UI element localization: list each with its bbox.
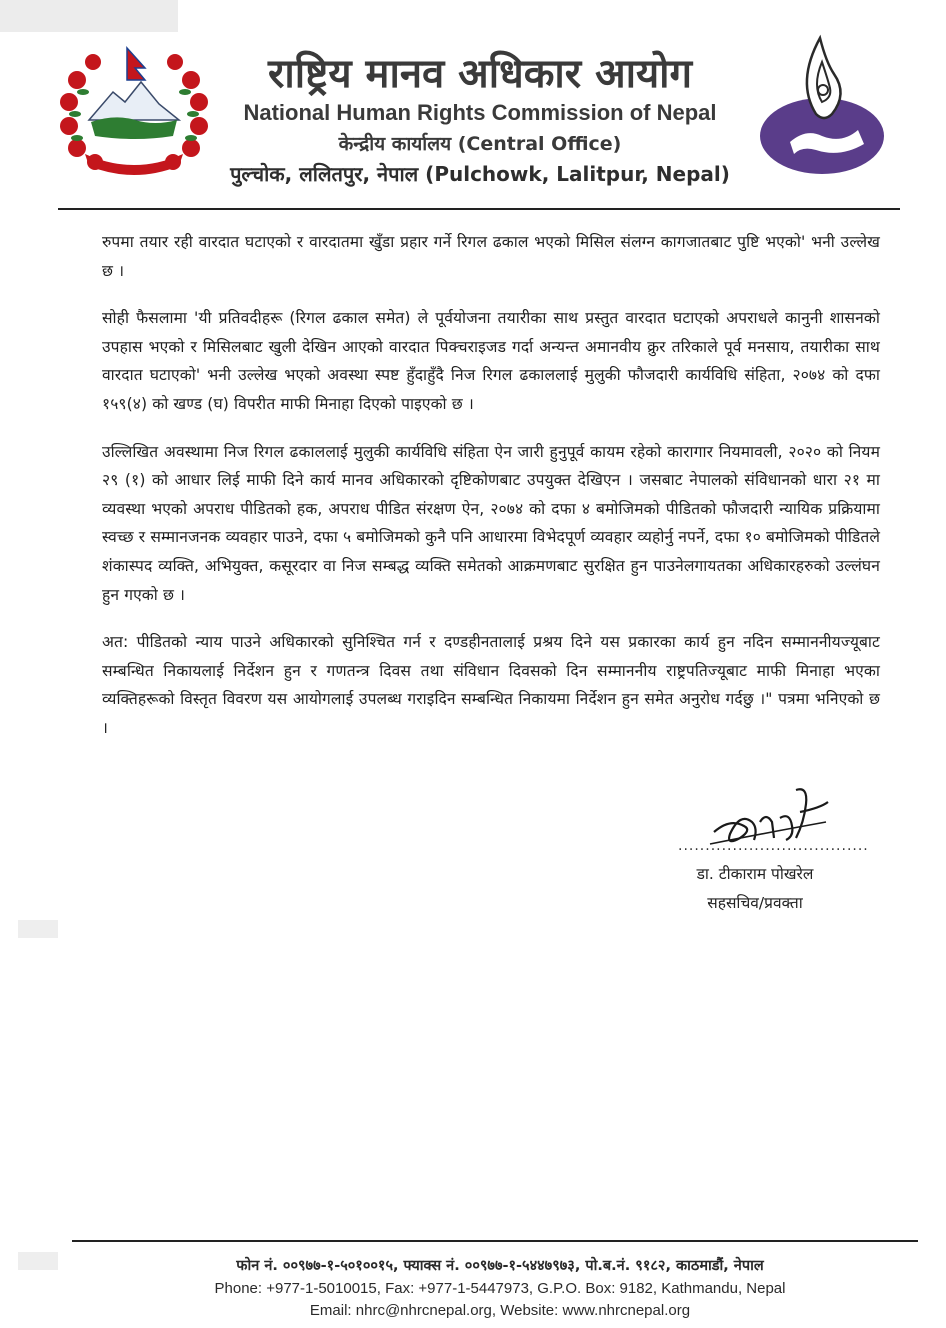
letter-body: [102, 228, 880, 762]
scan-artifact: [18, 920, 58, 938]
scan-artifact: [0, 0, 178, 32]
org-address: पुल्चोक, ललितपुर, नेपाल (Pulchowk, Lalitpur, Nepal): [230, 162, 730, 186]
body-paragraph: सोही फैसलामा 'यी प्रतिवदीहरू (रिगल ढकाल समेत) ले पूर्वयोजना तयारीका साथ प्रस्तुत वारदात घटाएको अपराधले कानुनी शासनको उपहास भएको र मिसिलबाट खुली देखिन आएको वारदात पिक्चराइजड गर्दा अन्यन्त अमानवीय क्रुर तरिकाले पूर्व मनसाय, तयारीका साथ वारदात घटाएको' भनी उल्लेख भएको अवस्था स्पष्ट हुँदाहुँदै निज रिगल ढकाललाई मुलुकी फौजदारी कार्यविधि संहिता, २०७४ को दफा १५९(४) को खण्ड (घ) विपरीत माफी मिनाहा दिएको पाइएको छ ।: [102, 309, 880, 413]
signatory-name: डा. टीकाराम पोखरेल: [696, 865, 814, 883]
body-paragraph: रुपमा तयार रही वारदात घटाएको र वारदातमा खुँडा प्रहार गर्ने रिगल ढकाल भएको मिसिल संलग्न कागजातबाट पुष्टि भएको' भनी उल्लेख छ ।: [102, 233, 880, 280]
office-name: केन्द्रीय कार्यालय (Central Office): [338, 133, 622, 155]
nhrc-logo-icon: [756, 32, 888, 182]
footer-contact-english: Phone: +977-1-5010015, Fax: +977-1-5447973, G.P.O. Box: 9182, Kathmandu, Nepal: [214, 1280, 786, 1297]
signature-line: ...................................: [678, 838, 869, 854]
scan-artifact: [18, 1252, 58, 1270]
header-divider: [58, 208, 900, 210]
footer-contact-nepali: फोन नं. ००९७७-१-५०१००१५, फ्याक्स नं. ००९७७-१-५४४७९७३, पो.ब.नं. ९१८२, काठमाडौं, नेपाल: [236, 1258, 764, 1274]
body-paragraph: उल्लिखित अवस्थामा निज रिगल ढकाललाई मुलुकी कार्यविधि संहिता ऐन जारी हुनुपूर्व कायम रहेको कारागार नियमावली, २०२० को नियम २९ (१) को आधार लिई माफी दिने कार्य मानव अधिकारको दृष्टिकोणबाट उपयुक्त देखिएन । जसबाट नेपालको संविधानको धारा २१ मा व्यवस्था भएको अपराध पीडितको हक, अपराध पीडित संरक्षण ऐन, २०७४ को दफा ४ बमोजिमको पीडितको फौजदारी न्यायिक प्रक्रियामा स्वच्छ र सम्मानजनक व्यवहार पाउने, दफा ५ बमोजिमको कुनै पनि आधारमा विभेदपूर्ण व्यवहार व्यहोर्नु नपर्ने, दफा १० बमोजिमको पीडितले शंकास्पद व्यक्ति, अभियुक्त, कसूरदार वा निज सम्बद्ध व्यक्ति समेतको आक्रमणबाट सुरक्षित हुन पाउनेलगायतका अधिकारहरुको उल्लंघन हुन गएको छ ।: [102, 442, 881, 604]
nepal-emblem-icon: [55, 42, 213, 178]
footer-divider: [72, 1240, 918, 1242]
org-name-nepali: राष्ट्रिय मानव अधिकार आयोग: [267, 51, 693, 97]
footer-email-website: Email: nhrc@nhrcnepal.org, Website: www.nhrcnepal.org: [309, 1302, 691, 1319]
signatory-title: सहसचिव/प्रवक्ता: [707, 894, 803, 912]
body-paragraph: अत: पीडितको न्याय पाउने अधिकारको सुनिश्चित गर्न र दण्डहीनतालाई प्रश्रय दिने यस प्रकारका कार्य हुन नदिन सम्माननीयज्यूबाट सम्बन्धित निकायलाई निर्देशन हुन र गणतन्त्र दिवस तथा संविधान दिवसको दिन सम्माननीय राष्ट्रपतिज्यूबाट माफी मिनाहा भएका व्यक्तिहरूको विस्तृत विवरण यस आयोगलाई उपलब्ध गराइदिन सम्बन्धित निकायमा निर्देशन हुन समेत अनुरोध गर्दछु ।" पत्रमा भनिएको छ ।: [102, 633, 880, 737]
org-name-english: National Human Rights Commission of Nepal: [243, 100, 717, 125]
